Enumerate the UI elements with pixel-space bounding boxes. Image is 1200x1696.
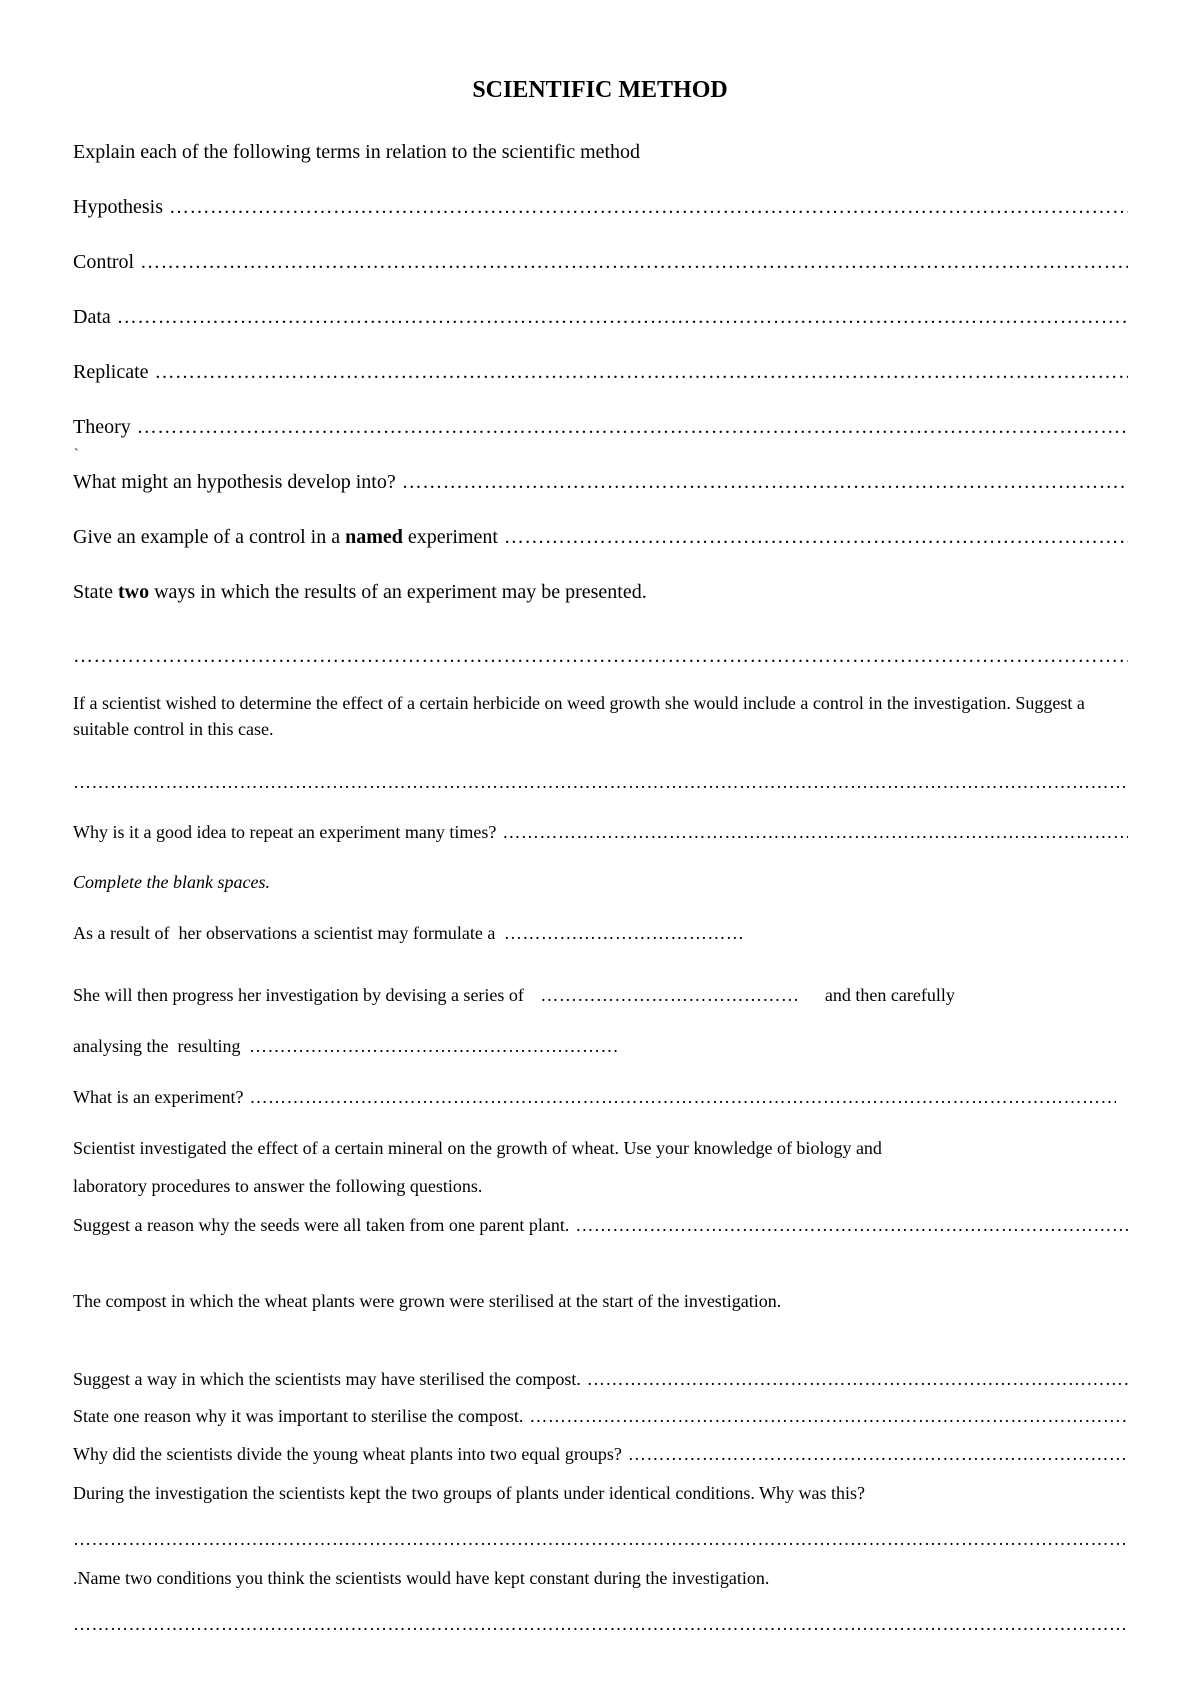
- question-text-part: Give an example of a control in a: [73, 526, 346, 548]
- answer-line[interactable]: [155, 360, 1128, 384]
- sentence-text: and then carefully: [824, 985, 955, 1005]
- blank-space[interactable]: [249, 1035, 619, 1057]
- term-label: Hypothesis: [73, 196, 163, 218]
- question-present: [73, 580, 1128, 604]
- term-row-theory: [73, 415, 1128, 439]
- question-text: Suggest a reason why the seeds were all taken from one parent plant.: [73, 1215, 570, 1235]
- answer-line-identical: [73, 1528, 1128, 1550]
- question-develop: [73, 470, 1128, 494]
- blank-sentence-3: [73, 1035, 1128, 1057]
- page-title: SCIENTIFIC METHOD: [472, 77, 728, 103]
- question-text: State one reason why it was important to sterilise the compost.: [73, 1406, 524, 1426]
- question-text-part: experiment: [402, 526, 498, 548]
- answer-line[interactable]: [73, 771, 1128, 793]
- wheat-intro-line-2: laboratory procedures to answer the following questions.: [73, 1176, 483, 1196]
- question-control-example: [73, 525, 1128, 549]
- question-divide: [73, 1443, 1128, 1465]
- blank-space[interactable]: [504, 922, 744, 944]
- answer-line[interactable]: [169, 195, 1128, 219]
- question-text: Why is it a good idea to repeat an experiment many times?: [73, 822, 497, 842]
- question-herbicide: If a scientist wished to determine the effect of a certain herbicide on weed growth she would include a control in the investigation. Suggest a suitable control in this case.: [73, 693, 1085, 739]
- answer-line[interactable]: [73, 1613, 1128, 1635]
- answer-line[interactable]: [137, 415, 1128, 439]
- question-conditions: .Name two conditions you think the scientists would have kept constant during the investigation.: [73, 1568, 770, 1588]
- compost-statement: The compost in which the wheat plants were grown were sterilised at the start of the investigation.: [73, 1291, 782, 1311]
- instructions-text: Explain each of the following terms in relation to the scientific method: [73, 141, 641, 163]
- question-text-part: ways in which the results of an experiment may be presented.: [149, 581, 647, 603]
- question-sterilise-way: [73, 1368, 1128, 1390]
- question-experiment: [73, 1086, 1128, 1108]
- question-text-part: State: [73, 581, 118, 603]
- term-row-control: [73, 250, 1128, 274]
- answer-line[interactable]: [529, 1405, 1128, 1427]
- answer-line[interactable]: [502, 821, 1128, 843]
- answer-line[interactable]: [73, 644, 1128, 668]
- answer-line[interactable]: [117, 305, 1128, 329]
- answer-line-conditions: [73, 1613, 1128, 1635]
- blank-sentence-1: [73, 922, 1128, 944]
- answer-line-present: [73, 644, 1128, 668]
- sentence-text: As a result of her observations a scientist may formulate a: [73, 923, 496, 943]
- term-label: Theory: [73, 416, 131, 438]
- answer-line[interactable]: [628, 1443, 1128, 1465]
- question-identical: During the investigation the scientists kept the two groups of plants under identical conditions. Why was this?: [73, 1483, 866, 1503]
- term-label: Data: [73, 306, 111, 328]
- instruction-italic: Complete the blank spaces.: [73, 872, 270, 892]
- stray-mark: `: [74, 447, 79, 462]
- term-row-hypothesis: [73, 195, 1128, 219]
- answer-line[interactable]: [73, 1528, 1128, 1550]
- question-text: What might an hypothesis develop into?: [73, 471, 396, 493]
- question-text-emphasis: two: [118, 581, 150, 603]
- blank-space[interactable]: [540, 984, 798, 1006]
- term-row-replicate: [73, 360, 1128, 384]
- wheat-intro-line-1: Scientist investigated the effect of a certain mineral on the growth of wheat. Use your knowledge of biology and: [73, 1138, 882, 1158]
- term-label: Replicate: [73, 361, 149, 383]
- question-text: [73, 525, 498, 549]
- answer-line[interactable]: [249, 1086, 1116, 1108]
- sentence-text: analysing the resulting: [73, 1036, 241, 1056]
- blank-sentence-2: [73, 984, 1128, 1006]
- answer-line[interactable]: [575, 1214, 1128, 1236]
- answer-line[interactable]: [402, 470, 1128, 494]
- answer-line[interactable]: [504, 525, 1128, 549]
- answer-line-herbicide: [73, 771, 1128, 793]
- sentence-text: She will then progress her investigation by devising a series of: [73, 985, 524, 1005]
- question-sterilise-reason: [73, 1405, 1128, 1427]
- term-label: Control: [73, 251, 135, 273]
- question-text-emphasis: named: [345, 526, 403, 548]
- question-text: Why did the scientists divide the young wheat plants into two equal groups?: [73, 1444, 622, 1464]
- complete-blanks-heading: [73, 871, 1128, 893]
- question-text: What is an experiment?: [73, 1087, 244, 1107]
- question-text: Suggest a way in which the scientists may have sterilised the compost.: [73, 1369, 581, 1389]
- term-row-data: [73, 305, 1128, 329]
- answer-line[interactable]: [140, 250, 1128, 274]
- answer-line[interactable]: [587, 1368, 1128, 1390]
- question-seeds: [73, 1214, 1128, 1236]
- question-repeat: [73, 821, 1128, 843]
